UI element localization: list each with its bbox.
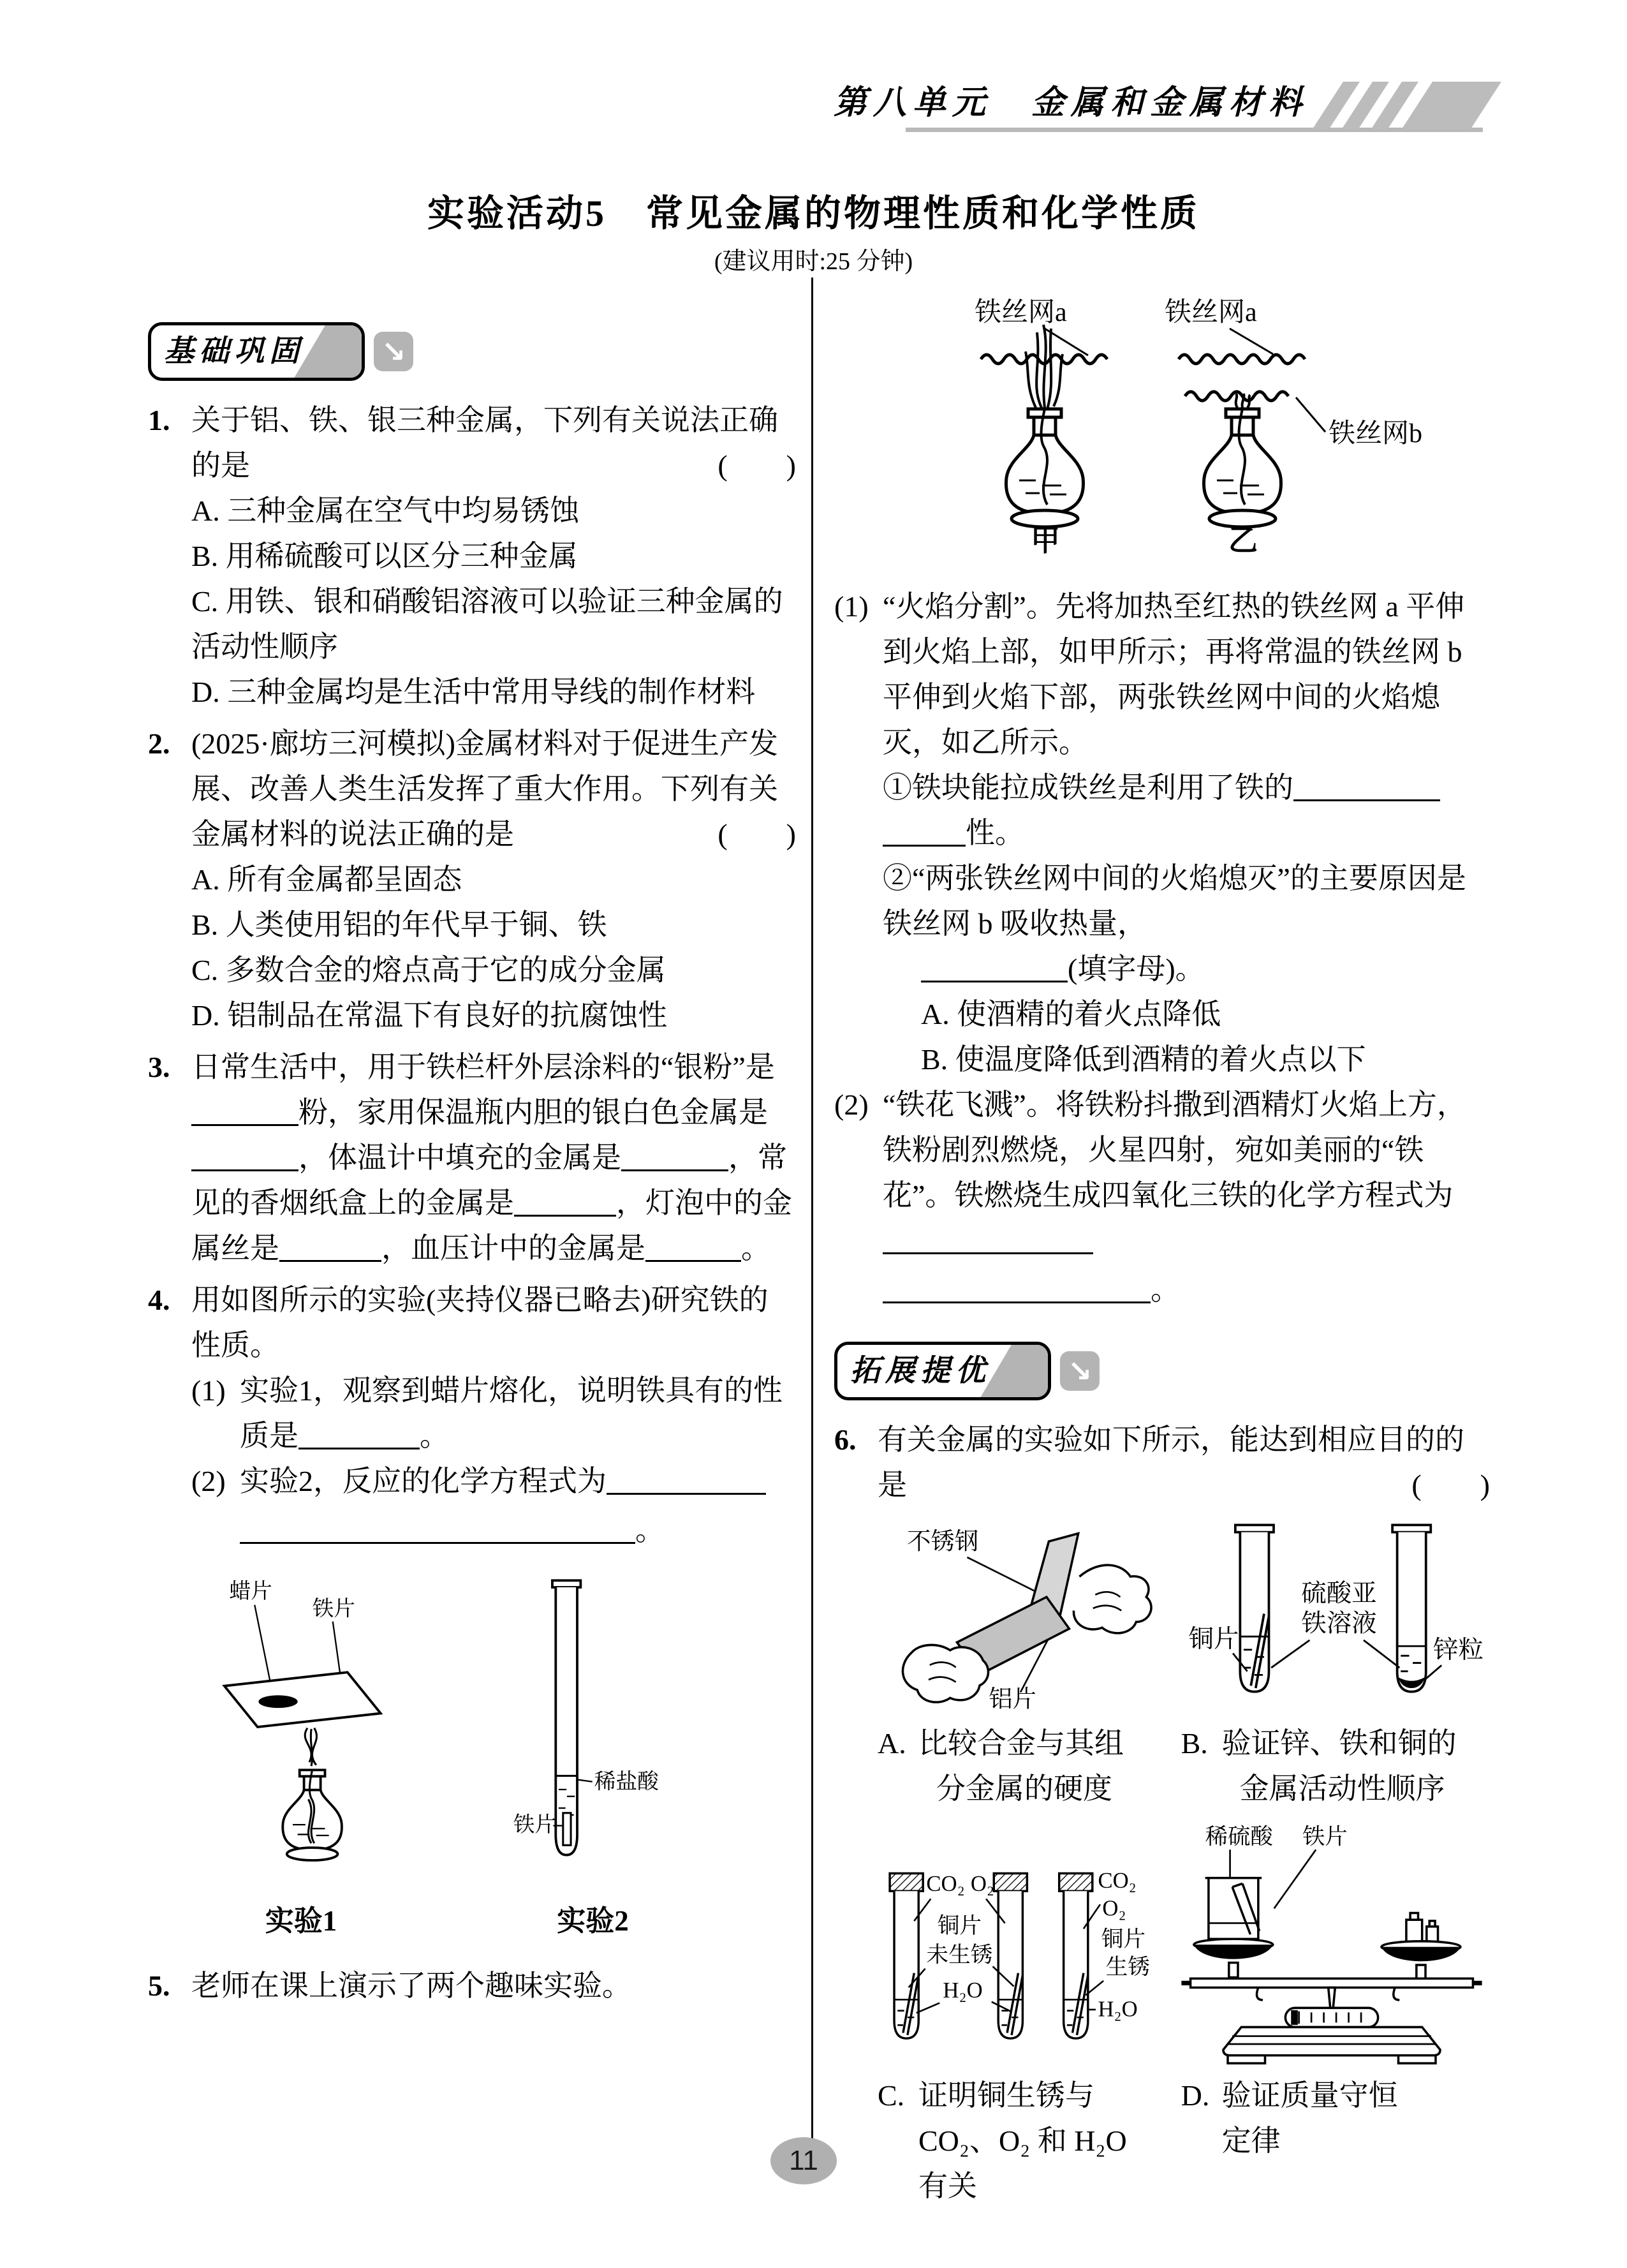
figure-exp1-svg — [186, 1571, 416, 1883]
option-a[interactable]: A. 所有金属都呈固态 — [191, 863, 462, 896]
label-cu-rust-1: 铜片 — [1101, 1927, 1146, 1952]
question-4 — [148, 1277, 796, 1553]
text-seg: 性。 — [966, 817, 1024, 849]
answer-paren[interactable]: ( ) — [718, 449, 796, 482]
question-2 — [148, 721, 796, 1038]
option-b[interactable]: B. 使温度降低到酒精的着火点以下 — [921, 1043, 1366, 1076]
option-text: CO₂、O₂ 和 H₂O — [918, 2124, 1127, 2157]
answer-blank[interactable] — [883, 1227, 1093, 1254]
flame — [1026, 325, 1063, 409]
unit-header: 第八单元 金属和金属材料 — [833, 85, 1308, 121]
q6-options-cd — [878, 2073, 1490, 2209]
label-cu-norust-1: 铜片 — [937, 1913, 982, 1939]
figure-copper-rust — [878, 1862, 1154, 2073]
figure-exp2-svg — [512, 1571, 674, 1883]
label-cu-norust-2: 未生锈 — [926, 1942, 993, 1968]
text-seg: 。 — [420, 1419, 449, 1452]
right-pan — [1381, 1947, 1461, 1962]
page-number-badge — [770, 2137, 837, 2184]
answer-blank[interactable] — [279, 1234, 381, 1262]
label-mesh-b: 铁丝网b — [1329, 419, 1423, 448]
question-stem: (2025·廊坊三河模拟)金属材料对于促进生产发展、改善人类生活发挥了重大作用。下列有关金属材料的说法正确的是 — [191, 727, 778, 850]
left-pan — [1194, 1945, 1273, 1959]
iron-piece — [563, 1813, 571, 1846]
answer-blank[interactable] — [298, 1422, 420, 1449]
question-stem: 老师在课上演示了两个趣味实验。 — [191, 1969, 631, 2002]
upper-hand — [1073, 1565, 1151, 1633]
option-c[interactable] — [878, 2073, 1181, 2209]
corner-arrow-icon: ↘ — [1060, 1351, 1100, 1391]
text-seg: 粉，家用保温瓶内胆的银白色金属是 — [298, 1096, 768, 1129]
sub-marker: (1) — [191, 1374, 226, 1407]
option-b[interactable] — [1181, 1721, 1490, 1811]
figure-q4 — [148, 1571, 796, 1944]
stopper — [994, 1873, 1027, 1891]
option-d[interactable] — [1181, 2073, 1490, 2209]
figure-q6-cd — [878, 1818, 1490, 2073]
left-column — [148, 322, 796, 2008]
tube-rim — [552, 1580, 580, 1587]
badge-label: 拓展提优 — [850, 1354, 990, 1388]
text-seg: ，体温计中填充的金属是 — [298, 1141, 621, 1174]
sub1-circ1 — [883, 765, 1490, 810]
label-iron-piece: 铁片 — [513, 1812, 557, 1837]
page-title: 实验活动5 常见金属的物理性质和化学性质 — [427, 192, 1200, 234]
alcohol-lamp-jia — [1006, 325, 1084, 527]
question-number: 3. — [148, 1051, 170, 1083]
q6-options-ab — [878, 1721, 1490, 1811]
label-solution-1: 硫酸亚 — [1301, 1579, 1377, 1608]
label-o2-1: O₂ — [970, 1871, 994, 1897]
figure-lamps — [834, 290, 1485, 558]
text-seg: 。 — [741, 1232, 770, 1264]
figure-exp2 — [512, 1571, 674, 1944]
question-5 — [148, 1963, 796, 2008]
option-letter: B. — [1181, 1727, 1208, 1760]
question-stem: 用如图所示的实验(夹持仪器已略去)研究铁的性质。 — [191, 1284, 769, 1361]
label-stainless-steel: 不锈钢 — [907, 1529, 979, 1555]
text-seg: 实验2，反应的化学方程式为 — [240, 1465, 607, 1497]
right-column — [834, 290, 1490, 2209]
sub-marker: (2) — [191, 1465, 226, 1497]
iron-mesh-a2 — [1179, 355, 1305, 364]
beam — [1191, 1978, 1473, 1987]
sub-marker: (2) — [834, 1088, 869, 1121]
question-stem: 关于铝、铁、银三种金属，下列有关说法正确的是 — [191, 404, 778, 482]
iron-plate — [225, 1672, 381, 1727]
label-iron-sheet: 铁片 — [1302, 1823, 1348, 1849]
figure-activity-order — [1184, 1516, 1483, 1721]
option-d[interactable]: D. 铝制品在常温下有良好的抗腐蚀性 — [191, 999, 668, 1032]
question-5-sub1 — [834, 584, 1490, 1082]
page-number: 11 — [789, 2145, 818, 2176]
question-number: 5. — [148, 1969, 170, 2002]
option-text: 证明铜生锈与 — [918, 2079, 1094, 2112]
caption-exp2: 实验2 — [557, 1905, 629, 1937]
option-text: 比较合金与其组 — [918, 1727, 1124, 1760]
label-zinc: 锌粒 — [1433, 1636, 1483, 1664]
option-text: 验证锌、铁和铜的 — [1221, 1727, 1457, 1760]
option-b[interactable]: B. 人类使用铝的年代早于铜、铁 — [191, 908, 607, 941]
text-seg: 日常生活中，用于铁栏杆外层涂料的“银粉”是 — [191, 1051, 775, 1083]
answer-blank[interactable] — [645, 1234, 741, 1262]
option-d[interactable]: D. 三种金属均是生活中常用导线的制作材料 — [191, 676, 756, 708]
answer-blank[interactable] — [607, 1467, 766, 1495]
figure-balance — [1174, 1818, 1490, 2073]
label-dilute-acid: 稀硫酸 — [1205, 1823, 1273, 1849]
rider — [1291, 2010, 1298, 2025]
answer-blank[interactable] — [1293, 774, 1440, 801]
question-number: 2. — [148, 727, 170, 760]
text-seg: “铁花飞溅”。将铁粉抖撒到酒精灯火焰上方，铁粉剧烈燃烧，火星四射，宛如美丽的“铁花”。铁燃烧生成四氧化三铁的化学方程式为 — [883, 1088, 1466, 1212]
label-o2-2: O₂ — [1102, 1895, 1126, 1921]
text-seg: “火焰分割”。先将加热至红热的铁丝网 a 平伸到火焰上部，如甲所示；再将常温的铁丝网 b 平伸到火焰下部，两张铁丝网中间的火焰熄灭，如乙所示。 — [883, 590, 1465, 759]
section-badge-advanced — [834, 1342, 1490, 1400]
stopper — [1059, 1873, 1093, 1891]
question-4-sub2 — [191, 1458, 796, 1553]
question-number: 6. — [834, 1423, 857, 1456]
alcohol-lamp-yi — [1204, 394, 1281, 527]
answer-blank[interactable] — [191, 1099, 298, 1126]
question-number: 4. — [148, 1284, 170, 1316]
question-stem: 有关金属的实验如下所示，能达到相应目的的是 — [878, 1423, 1464, 1501]
option-text: 验证质量守恒 — [1221, 2079, 1398, 2112]
test-tube-zn — [1397, 1532, 1426, 1692]
badge-label: 基础巩固 — [164, 334, 304, 368]
question-1 — [148, 397, 796, 715]
answer-paren[interactable]: ( ) — [1411, 1469, 1490, 1501]
question-3 — [148, 1044, 796, 1271]
label-co2-1: CO₂ — [926, 1871, 965, 1897]
text-seg: ①铁块能拉成铁丝是利用了铁的 — [883, 771, 1293, 804]
corner-arrow-icon: ↘ — [374, 332, 413, 371]
option-a[interactable] — [878, 1721, 1181, 1811]
text-seg: 实验1，观察到蜡片熔化，说明铁具有的性质是 — [240, 1374, 783, 1452]
wax-piece — [258, 1695, 297, 1708]
figure-alloy-hardness — [878, 1516, 1184, 1721]
option-letter: A. — [878, 1727, 906, 1760]
sub1-circ2b — [883, 946, 1490, 991]
flame — [305, 1728, 316, 1767]
header-underline — [906, 128, 1483, 132]
option-letter: C. — [878, 2079, 905, 2112]
option-text: 金属活动性顺序 — [1239, 1772, 1445, 1805]
label-iron-sheet: 铁片 — [312, 1597, 355, 1621]
stopper — [890, 1873, 923, 1891]
header-stripe-block — [1402, 82, 1501, 129]
text-seg: ，血压计中的金属是 — [381, 1232, 645, 1264]
question-4-sub1 — [191, 1368, 796, 1458]
section-badge-basic — [148, 322, 796, 381]
caption-jia: 甲 — [1031, 524, 1060, 557]
answer-blank[interactable] — [883, 819, 966, 847]
option-c[interactable]: C. 用铁、银和硝酸铝溶液可以验证三种金属的活动性顺序 — [191, 585, 783, 663]
label-mesh-a-right: 铁丝网a — [1165, 298, 1257, 327]
suggested-time: (建议用时:25 分钟) — [714, 248, 913, 275]
question-5-sub2 — [834, 1082, 1490, 1312]
caption-exp1: 实验1 — [265, 1905, 337, 1937]
lower-hand — [902, 1645, 988, 1702]
text-seg: 。 — [1151, 1273, 1180, 1306]
option-a[interactable]: A. 三种金属在空气中均易锈蚀 — [191, 494, 580, 527]
option-text: 分金属的硬度 — [936, 1772, 1112, 1805]
option-text: 定律 — [1221, 2124, 1281, 2157]
figure-q6-ab — [878, 1516, 1490, 1721]
label-h2o-1: H₂O — [943, 1977, 983, 2003]
answer-blank[interactable] — [621, 1144, 728, 1171]
text-seg: ，灯泡中的金属丝是 — [191, 1187, 792, 1264]
label-co2-2: CO₂ — [1098, 1868, 1137, 1894]
figure-exp1 — [186, 1571, 416, 1944]
label-solution-2: 铁溶液 — [1301, 1609, 1377, 1638]
label-acid: 稀盐酸 — [594, 1770, 659, 1794]
sub-marker: (1) — [834, 590, 869, 623]
fill-blank-text — [191, 1044, 796, 1271]
question-6 — [834, 1417, 1490, 2209]
label-copper: 铜片 — [1188, 1625, 1239, 1654]
sub1-circ2 — [883, 856, 1490, 946]
answer-blank[interactable] — [240, 1516, 635, 1544]
text-seg: (填字母)。 — [1068, 952, 1205, 985]
option-b[interactable]: B. 用稀硫酸可以区分三种金属 — [191, 540, 578, 572]
answer-paren[interactable]: ( ) — [718, 818, 796, 850]
label-wax: 蜡片 — [229, 1579, 272, 1603]
sub1-circ1b — [883, 810, 1490, 856]
label-h2o-2: H₂O — [1098, 1996, 1138, 2022]
balance-base — [1223, 2027, 1440, 2055]
label-cu-rust-2: 生锈 — [1105, 1954, 1151, 1980]
label-aluminum: 铝片 — [989, 1686, 1036, 1713]
option-a[interactable]: A. 使酒精的着火点降低 — [921, 998, 1221, 1030]
option-letter: D. — [1181, 2079, 1210, 2112]
question-number: 1. — [148, 404, 170, 436]
text-seg: 。 — [635, 1514, 665, 1546]
answer-blank[interactable] — [514, 1189, 616, 1217]
alcohol-lamp — [283, 1770, 342, 1860]
option-text: 有关 — [918, 2170, 977, 2202]
answer-blank[interactable] — [191, 1144, 298, 1171]
answer-blank[interactable] — [883, 1276, 1151, 1303]
text-seg: ，常见的香烟纸盒上的金属是 — [191, 1141, 787, 1219]
caption-yi: 乙 — [1228, 524, 1258, 557]
option-c[interactable]: C. 多数合金的熔点高于它的成分金属 — [191, 954, 666, 986]
label-mesh-a-left: 铁丝网a — [975, 298, 1067, 327]
answer-blank[interactable] — [921, 955, 1068, 982]
text-seg: ②“两张铁丝网中间的火焰熄灭”的主要原因是铁丝网 b 吸收热量， — [883, 862, 1466, 940]
column-divider — [811, 278, 813, 2166]
